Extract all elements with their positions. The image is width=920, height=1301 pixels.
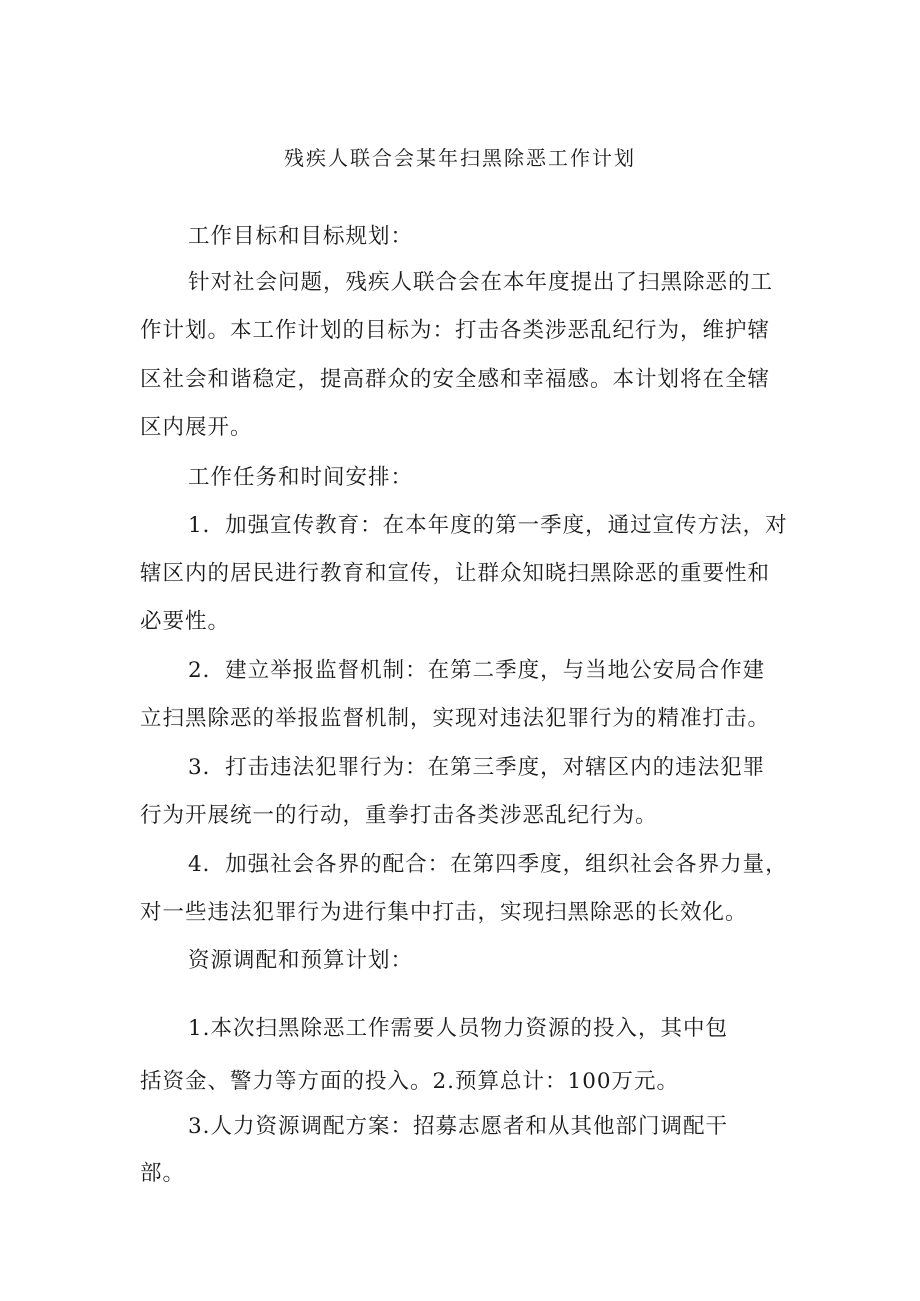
resource-item-3: 3.人力资源调配方案：招募志愿者和从其他部门调配干 (188, 1114, 729, 1139)
task-item-2: 2．建立举报监督机制：在第二季度，与当地公安局合作建 (188, 658, 766, 683)
paragraph-line: 对一些违法犯罪行为进行集中打击，实现扫黑除恶的长效化。 (140, 900, 748, 925)
task-item-3: 3．打击违法犯罪行为：在第三季度，对辖区内的违法犯罪 (188, 755, 766, 780)
paragraph-line: 辖区内的居民进行教育和宣传，让群众知晓扫黑除恶的重要性和 (140, 561, 771, 586)
task-item-1: 1．加强宣传教育：在本年度的第一季度，通过宣传方法，对 (188, 513, 788, 538)
paragraph-line: 括资金、警力等方面的投入。2.预算总计：100万元。 (140, 1069, 680, 1094)
paragraph-line: 区内展开。 (140, 415, 253, 440)
document-title: 残疾人联合会某年扫黑除恶工作计划 (284, 146, 636, 170)
section-heading-resources: 资源调配和预算计划： (188, 948, 414, 973)
section-heading-tasks: 工作任务和时间安排： (188, 465, 414, 490)
paragraph-line: 必要性。 (140, 609, 231, 634)
paragraph-line: 部。 (140, 1161, 186, 1186)
task-item-4: 4．加强社会各界的配合：在第四季度，组织社会各界力量， (188, 852, 788, 877)
paragraph-line: 区社会和谐稳定，提高群众的安全感和幸福感。本计划将在全辖 (140, 367, 771, 392)
paragraph-line: 行为开展统一的行动，重拳打击各类涉恶乱纪行为。 (140, 803, 658, 828)
section-heading-goals: 工作目标和目标规划： (188, 224, 414, 249)
paragraph-line: 作计划。本工作计划的目标为：打击各类涉恶乱纪行为，维护辖 (140, 318, 771, 343)
paragraph-line: 针对社会问题，残疾人联合会在本年度提出了扫黑除恶的工 (188, 270, 774, 295)
resource-item-1: 1.本次扫黑除恶工作需要人员物力资源的投入，其中包 (188, 1016, 729, 1041)
paragraph-line: 立扫黑除恶的举报监督机制，实现对违法犯罪行为的精准打击。 (140, 706, 771, 731)
